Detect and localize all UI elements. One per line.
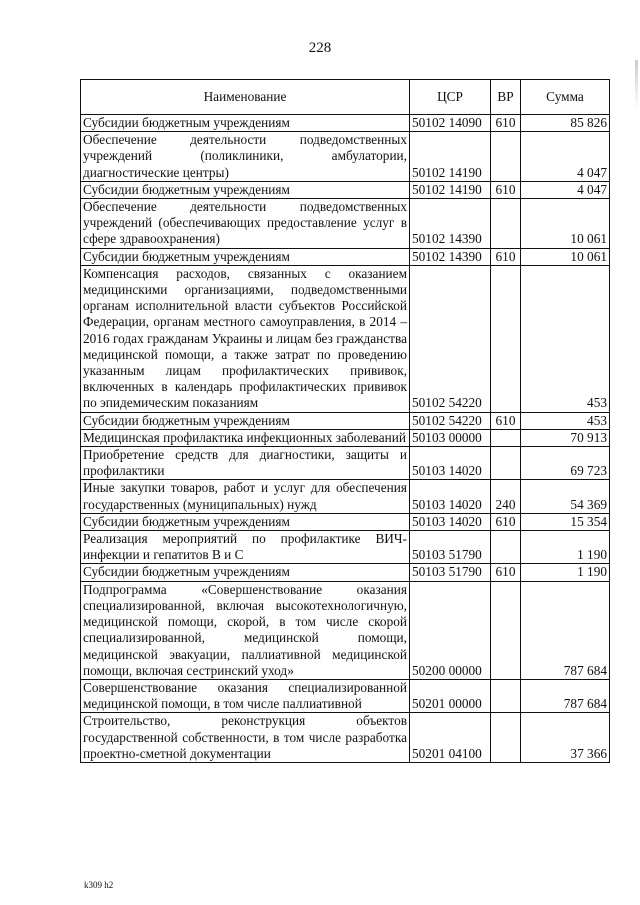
- cell-sum: 1 190: [521, 564, 610, 581]
- cell-name: Субсидии бюджетным учреждениям: [81, 248, 410, 265]
- cell-sum: 54 369: [521, 480, 610, 513]
- table-row: [81, 581, 610, 679]
- cell-csr: 50102 54220: [410, 412, 491, 429]
- cell-vr: [491, 429, 521, 446]
- cell-vr: 240: [491, 480, 521, 513]
- table-row: [81, 199, 610, 249]
- table-row: [81, 181, 610, 198]
- cell-vr: [491, 713, 521, 763]
- table-row: [81, 447, 610, 480]
- cell-name: Подпрограмма «Совершенствование оказания специализированной, включая высокотехнологичную, медицинской помощи, скорой, в том числе скорой специализированной, медицинской помощи, медицинской эвакуации, паллиативной медицинской помощи, включая сестринский уход»: [81, 581, 410, 679]
- cell-name: Реализация мероприятий по профилактике ВИЧ-инфекции и гепатитов В и С: [81, 531, 410, 564]
- cell-sum: 15 354: [521, 513, 610, 530]
- table-row: [81, 679, 610, 712]
- table-row: [81, 513, 610, 530]
- cell-name: Обеспечение деятельности подведомственных учреждений (поликлиники, амбулатории, диагностические центры): [81, 132, 410, 182]
- cell-vr: 610: [491, 513, 521, 530]
- footer-code: k309 h2: [84, 880, 114, 890]
- cell-sum: 85 826: [521, 115, 610, 132]
- cell-sum: 453: [521, 412, 610, 429]
- cell-vr: 610: [491, 564, 521, 581]
- cell-csr: 50103 51790: [410, 564, 491, 581]
- cell-name: Приобретение средств для диагностики, защиты и профилактики: [81, 447, 410, 480]
- table-row: [81, 265, 610, 412]
- table-row: [81, 480, 610, 513]
- cell-sum: 787 684: [521, 581, 610, 679]
- table-row: [81, 115, 610, 132]
- cell-sum: 70 913: [521, 429, 610, 446]
- cell-csr: 50201 04100: [410, 713, 491, 763]
- cell-csr: 50103 14020: [410, 513, 491, 530]
- cell-csr: 50102 14190: [410, 132, 491, 182]
- cell-csr: 50200 00000: [410, 581, 491, 679]
- table-body: [81, 115, 610, 763]
- cell-csr: 50103 00000: [410, 429, 491, 446]
- cell-vr: 610: [491, 181, 521, 198]
- cell-name: Иные закупки товаров, работ и услуг для обеспечения государственных (муниципальных) нужд: [81, 480, 410, 513]
- table-row: [81, 248, 610, 265]
- cell-vr: [491, 132, 521, 182]
- cell-name: Медицинская профилактика инфекционных заболеваний: [81, 429, 410, 446]
- cell-sum: 453: [521, 265, 610, 412]
- cell-vr: [491, 679, 521, 712]
- cell-name: Совершенствование оказания специализированной медицинской помощи, в том числе паллиативной: [81, 679, 410, 712]
- cell-name: Субсидии бюджетным учреждениям: [81, 115, 410, 132]
- header-sum: Сумма: [521, 80, 610, 115]
- table-header-row: [81, 80, 610, 115]
- cell-csr: 50201 00000: [410, 679, 491, 712]
- cell-sum: 1 190: [521, 531, 610, 564]
- cell-name: Компенсация расходов, связанных с оказанием медицинскими организациями, подведомственными органам исполнительной власти субъектов Российской Федерации, органам местного самоуправления, в 2014 – 2016 годах гражданам Украины и лицам без гражданства медицинской помощи, а также затрат по проведению указанным лицам профилактических прививок, включенных в календарь профилактических прививок по эпидемическим показаниям: [81, 265, 410, 412]
- cell-name: Строительство, реконструкция объектов государственной собственности, в том числе разработка проектно-сметной документации: [81, 713, 410, 763]
- cell-vr: 610: [491, 412, 521, 429]
- cell-sum: 37 366: [521, 713, 610, 763]
- cell-name: Субсидии бюджетным учреждениям: [81, 412, 410, 429]
- cell-vr: 610: [491, 115, 521, 132]
- table-row: [81, 429, 610, 446]
- table-row: [81, 412, 610, 429]
- cell-csr: 50103 14020: [410, 447, 491, 480]
- cell-vr: 610: [491, 248, 521, 265]
- header-name: Наименование: [81, 80, 410, 115]
- scan-edge-mark: [635, 60, 638, 110]
- cell-sum: 69 723: [521, 447, 610, 480]
- cell-sum: 4 047: [521, 132, 610, 182]
- cell-name: Обеспечение деятельности подведомственных учреждений (обеспечивающих предоставление услуг в сфере здравоохранения): [81, 199, 410, 249]
- cell-vr: [491, 581, 521, 679]
- cell-sum: 4 047: [521, 181, 610, 198]
- cell-vr: [491, 531, 521, 564]
- cell-csr: 50102 14190: [410, 181, 491, 198]
- budget-table: [80, 79, 610, 763]
- header-csr: ЦСР: [410, 80, 491, 115]
- cell-csr: 50102 14090: [410, 115, 491, 132]
- cell-vr: [491, 447, 521, 480]
- cell-csr: 50103 14020: [410, 480, 491, 513]
- header-vr: ВР: [491, 80, 521, 115]
- table-row: [81, 531, 610, 564]
- cell-vr: [491, 265, 521, 412]
- cell-csr: 50103 51790: [410, 531, 491, 564]
- cell-sum: 10 061: [521, 199, 610, 249]
- page-number: 228: [308, 40, 332, 56]
- cell-csr: 50102 14390: [410, 199, 491, 249]
- table-row: [81, 132, 610, 182]
- cell-csr: 50102 14390: [410, 248, 491, 265]
- cell-vr: [491, 199, 521, 249]
- cell-csr: 50102 54220: [410, 265, 491, 412]
- table-row: [81, 713, 610, 763]
- cell-sum: 10 061: [521, 248, 610, 265]
- table-row: [81, 564, 610, 581]
- cell-name: Субсидии бюджетным учреждениям: [81, 181, 410, 198]
- cell-sum: 787 684: [521, 679, 610, 712]
- cell-name: Субсидии бюджетным учреждениям: [81, 513, 410, 530]
- cell-name: Субсидии бюджетным учреждениям: [81, 564, 410, 581]
